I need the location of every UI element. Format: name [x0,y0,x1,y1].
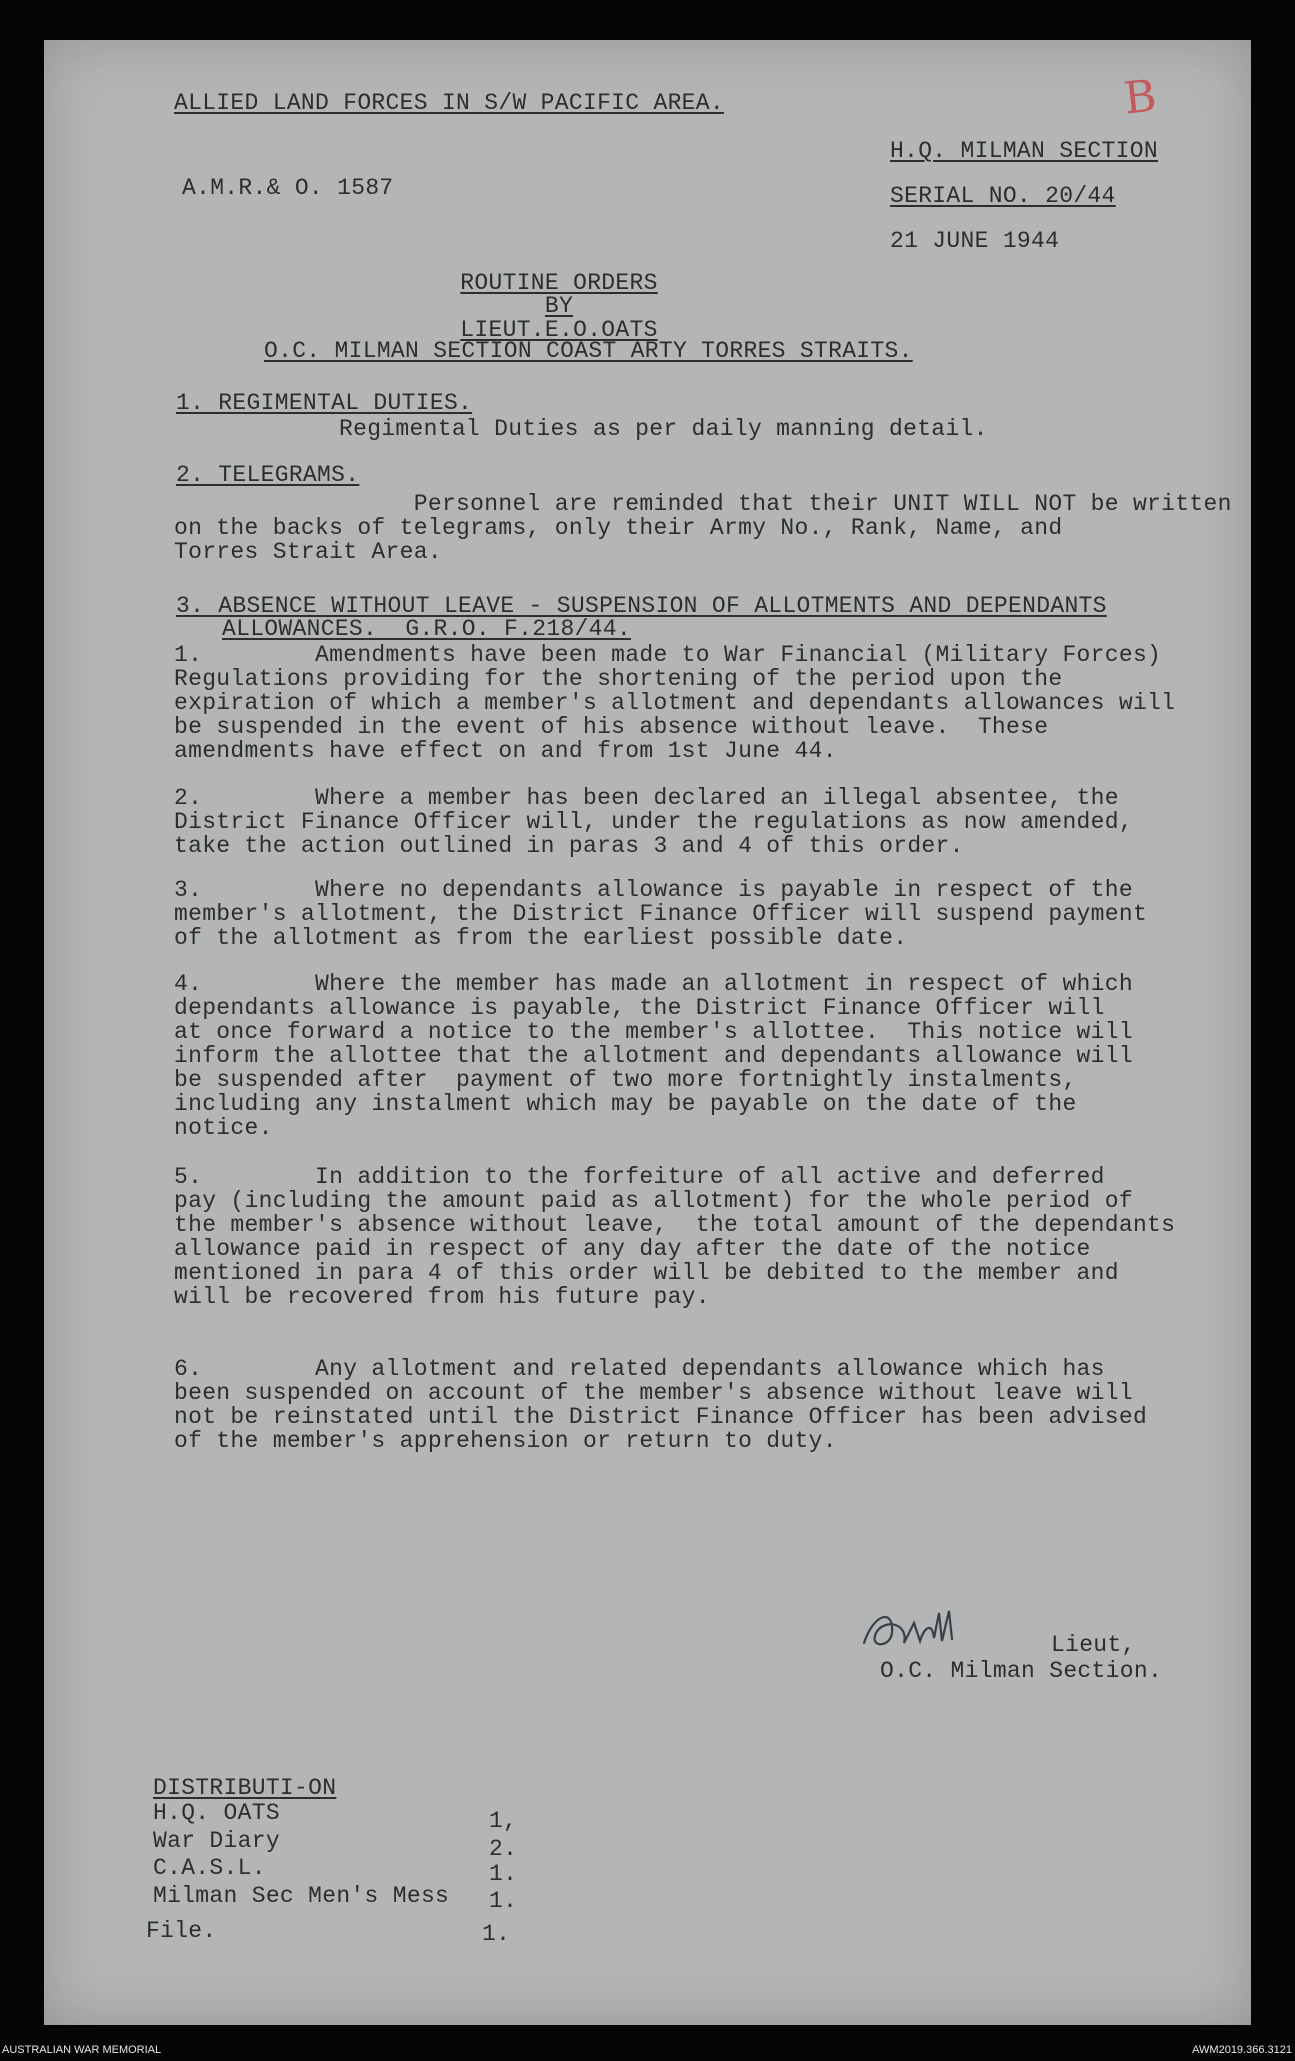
signoff-position: O.C. Milman Section. [880,1658,1163,1684]
paragraph-2 [174,786,1224,858]
text-line: member's allotment, the District Finance Officer will suspend payment [174,901,1148,927]
text-line: 5. In addition to the forfeiture of all active and deferred [174,1164,1105,1190]
text-line: mentioned in para 4 of this order will be debited to the member and [174,1260,1119,1286]
serial-number: SERIAL NO. 20/44 [890,183,1116,209]
distribution-qty: 2. [489,1836,518,1862]
title-line-3: LIEUT.E.O.OATS [460,317,658,343]
text-line: on the backs of telegrams, only their Army No., Rank, Name, and [174,515,1063,541]
text-line: of the allotment as from the earliest possible date. [174,925,908,951]
text-line: been suspended on account of the member's absence without leave will [174,1380,1133,1406]
text-line: Regulations providing for the shortening of the period upon the [174,666,1063,692]
distribution-qty: 1. [489,1861,518,1887]
text-line: expiration of which a member's allotment and dependants allowances will [174,690,1176,716]
paragraph-3 [174,878,1224,950]
text-line: 2. Where a member has been declared an illegal absentee, the [174,785,1119,811]
distribution-name: C.A.S.L. [153,1855,266,1881]
distribution-name: File. [146,1918,217,1944]
archive-name: AUSTRALIAN WAR MEMORIAL [2,2044,162,2056]
text-line: will be recovered from his future pay. [174,1284,710,1310]
document-date: 21 JUNE 1944 [890,228,1060,254]
force-heading: ALLIED LAND FORCES IN S/W PACIFIC AREA. [174,90,724,116]
document-page [44,40,1251,2025]
text-line: 4. Where the member has made an allotment in respect of which [174,971,1133,997]
section-1-body: Regimental Duties as per daily manning detail. [339,416,988,442]
text-line: allowance paid in respect of any day after the date of the notice [174,1236,1091,1262]
text-line: dependants allowance is payable, the District Finance Officer will [174,995,1105,1021]
text-line: amendments have effect on and from 1st June 44. [174,738,837,764]
text-line: including any instalment which may be payable on the date of the [174,1091,1077,1117]
distribution-qty: 1. [489,1888,518,1914]
text-line: not be reinstated until the District Finance Officer has been advised [174,1404,1148,1430]
section-2-heading: 2. TELEGRAMS. [176,462,360,488]
unit-heading: H.Q. MILMAN SECTION [890,138,1158,164]
text-line: pay (including the amount paid as allotment) for the whole period of [174,1188,1133,1214]
paragraph-1 [174,643,1224,763]
paragraph-4 [174,972,1224,1140]
distribution-name: Milman Sec Men's Mess [153,1883,450,1909]
signoff-rank: Lieut, [1051,1632,1136,1658]
section-3-heading-line-1: 3. ABSENCE WITHOUT LEAVE - SUSPENSION OF ALLOTMENTS AND DEPENDANTS [176,593,1107,619]
text-line: at once forward a notice to the member's allottee. This notice will [174,1019,1133,1045]
section-2-paragraph [174,491,1232,565]
text-line: inform the allottee that the allotment and dependants allowance will [174,1043,1133,1069]
section-3-heading-line-2: ALLOWANCES. G.R.O. F.218/44. [222,616,631,642]
text-line: notice. [174,1115,273,1141]
title-line-4: O.C. MILMAN SECTION COAST ARTY TORRES STRAITS. [264,338,913,364]
reference-number: A.M.R.& O. 1587 [182,175,394,201]
text-line: be suspended in the event of his absence without leave. These [174,714,1049,740]
text-line: of the member's apprehension or return to duty. [174,1428,837,1454]
corner-annotation: B [1121,70,1160,125]
text-line: the member's absence without leave, the total amount of the dependants [174,1212,1176,1238]
distribution-name: H.Q. OATS [153,1800,280,1826]
section-1-heading: 1. REGIMENTAL DUTIES. [176,390,473,416]
title-line-2: BY [544,293,574,319]
signature [854,1603,964,1658]
paragraph-6 [174,1357,1224,1453]
text-line: take the action outlined in paras 3 and 4 of this order. [174,833,964,859]
text-line: 6. Any allotment and related dependants allowance which has [174,1356,1105,1382]
distribution-name: War Diary [153,1828,280,1854]
text-line: Torres Strait Area. [174,539,442,565]
distribution-qty: 1. [482,1921,511,1947]
text-line: 3. Where no dependants allowance is payable in respect of the [174,877,1133,903]
archive-footer [0,2040,1295,2061]
text-line: be suspended after payment of two more fortnightly instalments, [174,1067,1077,1093]
paragraph-5 [174,1165,1224,1309]
text-line: District Finance Officer will, under the regulations as now amended, [174,809,1133,835]
distribution-qty: 1, [489,1808,518,1834]
distribution-heading: DISTRIBUTI-ON [153,1775,337,1801]
archive-id: AWM2019.366.3121 [1192,2044,1292,2056]
title-line-1: ROUTINE ORDERS [460,270,658,296]
text-line: 1. Amendments have been made to War Financial (Military Forces) [174,642,1162,668]
text-line: Personnel are reminded that their UNIT WILL NOT be written [174,491,1232,517]
